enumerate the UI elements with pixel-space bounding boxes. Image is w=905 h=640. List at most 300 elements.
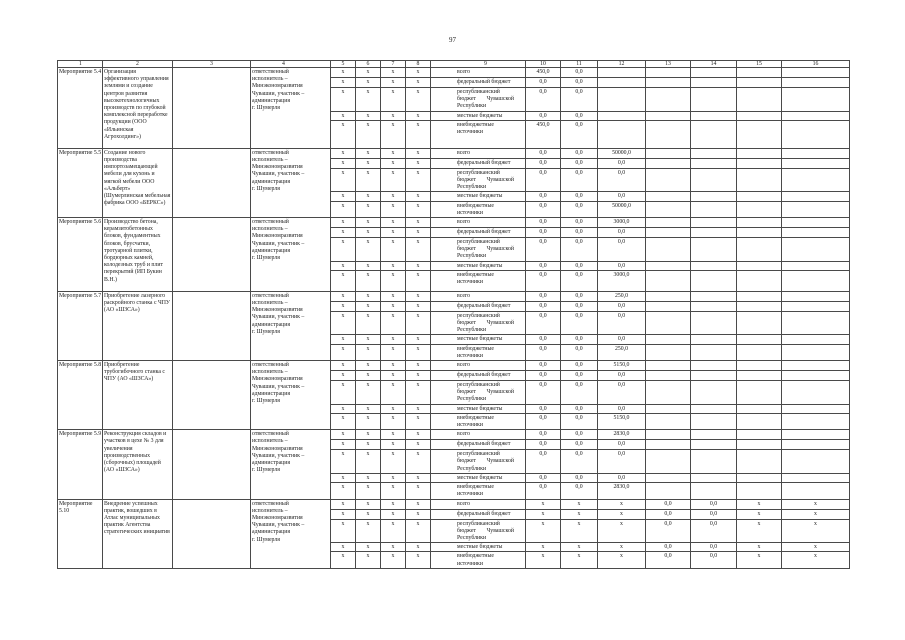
mark-cell: х — [331, 158, 356, 168]
amount-cell — [782, 218, 850, 228]
amount-cell — [782, 238, 850, 262]
funding-source: республиканский бюджет Чувашской Республики — [431, 450, 526, 474]
amount-cell — [737, 168, 782, 192]
event-description: Реконструкция складов и участков в цехе № 3 для увеличения производственных (сборочных) площадей (АО «ШЗСА») — [103, 430, 173, 499]
amount-cell — [782, 78, 850, 88]
amount-cell — [737, 238, 782, 262]
amount-cell — [691, 68, 737, 78]
mark-cell: х — [406, 440, 431, 450]
amount-cell — [691, 335, 737, 344]
amount-cell — [646, 450, 691, 474]
amount-cell — [646, 335, 691, 344]
amount-cell: х — [782, 552, 850, 568]
amount-cell: 0,0 — [561, 120, 598, 148]
amount-cell: 0,0 — [561, 371, 598, 381]
amount-cell — [737, 311, 782, 335]
column-number-9: 9 — [431, 61, 526, 68]
amount-cell — [691, 440, 737, 450]
amount-cell — [646, 430, 691, 440]
amount-cell — [646, 381, 691, 405]
mark-cell: х — [331, 543, 356, 552]
amount-cell: х — [526, 499, 561, 509]
mark-cell: х — [406, 158, 431, 168]
amount-cell: х — [598, 509, 646, 519]
mark-cell: х — [356, 483, 381, 499]
mark-cell: х — [356, 413, 381, 429]
empty-cell — [173, 148, 251, 217]
mark-cell: х — [356, 543, 381, 552]
mark-cell: х — [381, 381, 406, 405]
table-row — [58, 430, 850, 440]
amount-cell: 0,0 — [561, 192, 598, 201]
mark-cell: х — [381, 543, 406, 552]
amount-cell — [598, 68, 646, 78]
amount-cell — [646, 148, 691, 158]
mark-cell: х — [331, 201, 356, 217]
amount-cell — [737, 301, 782, 311]
amount-cell — [782, 440, 850, 450]
amount-cell — [691, 261, 737, 270]
amount-cell — [646, 404, 691, 413]
amount-cell — [737, 261, 782, 270]
event-label: Мероприятие 5.4 — [58, 68, 103, 149]
mark-cell: х — [356, 344, 381, 360]
amount-cell: х — [782, 499, 850, 509]
mark-cell: х — [381, 413, 406, 429]
amount-cell — [646, 440, 691, 450]
mark-cell: х — [356, 473, 381, 482]
amount-cell — [737, 404, 782, 413]
amount-cell — [691, 344, 737, 360]
amount-cell — [737, 361, 782, 371]
mark-cell: х — [406, 371, 431, 381]
amount-cell — [782, 270, 850, 291]
mark-cell: х — [381, 192, 406, 201]
amount-cell: 0,0 — [526, 228, 561, 238]
mark-cell: х — [356, 381, 381, 405]
mark-cell: х — [356, 148, 381, 158]
mark-cell: х — [356, 88, 381, 112]
mark-cell: х — [406, 509, 431, 519]
funding-source: местные бюджеты — [431, 473, 526, 482]
amount-cell: 0,0 — [526, 88, 561, 112]
table-body — [58, 68, 850, 569]
mark-cell: х — [406, 335, 431, 344]
amount-cell — [737, 88, 782, 112]
amount-cell — [782, 168, 850, 192]
amount-cell — [782, 335, 850, 344]
amount-cell — [691, 361, 737, 371]
amount-cell — [691, 301, 737, 311]
amount-cell: 0,0 — [598, 158, 646, 168]
amount-cell — [646, 218, 691, 228]
amount-cell: 0,0 — [526, 473, 561, 482]
event-label: Мероприятие 5.9 — [58, 430, 103, 499]
mark-cell: х — [356, 68, 381, 78]
mark-cell: х — [406, 430, 431, 440]
column-number-4: 4 — [251, 61, 331, 68]
amount-cell — [691, 111, 737, 120]
amount-cell — [646, 371, 691, 381]
table-row — [58, 218, 850, 228]
amount-cell: х — [526, 519, 561, 543]
amount-cell: 0,0 — [598, 311, 646, 335]
amount-cell: 0,0 — [526, 450, 561, 474]
mark-cell: х — [406, 361, 431, 371]
amount-cell — [691, 430, 737, 440]
amount-cell — [737, 413, 782, 429]
event-label: Мероприятие 5.6 — [58, 218, 103, 292]
amount-cell: 0,0 — [526, 311, 561, 335]
mark-cell: х — [406, 168, 431, 192]
amount-cell: 0,0 — [526, 192, 561, 201]
amount-cell — [737, 344, 782, 360]
amount-cell — [782, 413, 850, 429]
amount-cell: 0,0 — [526, 270, 561, 291]
amount-cell — [691, 192, 737, 201]
column-number-15: 15 — [737, 61, 782, 68]
amount-cell — [737, 473, 782, 482]
amount-cell: 0,0 — [561, 473, 598, 482]
amount-cell: 0,0 — [598, 440, 646, 450]
amount-cell: 0,0 — [526, 413, 561, 429]
amount-cell — [737, 228, 782, 238]
amount-cell — [691, 371, 737, 381]
column-number-3: 3 — [173, 61, 251, 68]
amount-cell: 0,0 — [646, 519, 691, 543]
amount-cell — [737, 201, 782, 217]
mark-cell: х — [331, 509, 356, 519]
amount-cell — [646, 88, 691, 112]
amount-cell: 0,0 — [526, 344, 561, 360]
amount-cell: х — [737, 552, 782, 568]
amount-cell — [737, 78, 782, 88]
amount-cell: 0,0 — [561, 78, 598, 88]
amount-cell — [646, 270, 691, 291]
mark-cell: х — [381, 440, 406, 450]
amount-cell — [782, 344, 850, 360]
mark-cell: х — [356, 270, 381, 291]
amount-cell: 0,0 — [598, 381, 646, 405]
amount-cell — [737, 291, 782, 301]
executor-cell: ответственный исполнитель – Минэкономразвития Чувашии, участник – администрация г. Шумерля — [251, 291, 331, 360]
amount-cell — [691, 218, 737, 228]
mark-cell: х — [331, 88, 356, 112]
amount-cell — [691, 381, 737, 405]
amount-cell: 0,0 — [598, 335, 646, 344]
amount-cell: х — [561, 519, 598, 543]
funding-source: республиканский бюджет Чувашской Республики — [431, 88, 526, 112]
mark-cell: х — [331, 311, 356, 335]
amount-cell: 3000,0 — [598, 270, 646, 291]
amount-cell: 0,0 — [526, 78, 561, 88]
empty-cell — [173, 68, 251, 149]
funding-source: внебюджетные источники — [431, 270, 526, 291]
amount-cell: 0,0 — [526, 168, 561, 192]
funding-source: местные бюджеты — [431, 404, 526, 413]
mark-cell: х — [381, 371, 406, 381]
event-label: Мероприятие 5.10 — [58, 499, 103, 568]
table-row — [58, 361, 850, 371]
amount-cell: 0,0 — [526, 218, 561, 228]
amount-cell: 250,0 — [598, 344, 646, 360]
mark-cell: х — [331, 413, 356, 429]
funding-source: местные бюджеты — [431, 335, 526, 344]
mark-cell: х — [406, 261, 431, 270]
amount-cell: х — [561, 499, 598, 509]
amount-cell — [691, 413, 737, 429]
mark-cell: х — [331, 552, 356, 568]
column-number-14: 14 — [691, 61, 737, 68]
funding-source: всего — [431, 499, 526, 509]
amount-cell — [646, 361, 691, 371]
amount-cell — [782, 381, 850, 405]
table-row — [58, 148, 850, 158]
column-number-11: 11 — [561, 61, 598, 68]
mark-cell: х — [406, 543, 431, 552]
funding-source: внебюджетные источники — [431, 413, 526, 429]
empty-cell — [173, 430, 251, 499]
mark-cell: х — [406, 404, 431, 413]
mark-cell: х — [331, 483, 356, 499]
amount-cell — [691, 120, 737, 148]
amount-cell — [646, 301, 691, 311]
empty-cell — [173, 499, 251, 568]
mark-cell: х — [356, 291, 381, 301]
mark-cell: х — [381, 201, 406, 217]
amount-cell: 0,0 — [598, 473, 646, 482]
amount-cell — [646, 238, 691, 262]
funding-source: федеральный бюджет — [431, 509, 526, 519]
amount-cell: 0,0 — [561, 404, 598, 413]
mark-cell: х — [331, 78, 356, 88]
amount-cell: 0,0 — [561, 238, 598, 262]
amount-cell: х — [737, 499, 782, 509]
amount-cell: х — [526, 552, 561, 568]
mark-cell: х — [331, 111, 356, 120]
amount-cell — [646, 111, 691, 120]
amount-cell — [646, 473, 691, 482]
amount-cell: 0,0 — [526, 483, 561, 499]
mark-cell: х — [406, 218, 431, 228]
mark-cell: х — [356, 509, 381, 519]
amount-cell — [691, 311, 737, 335]
amount-cell: 250,0 — [598, 291, 646, 301]
mark-cell: х — [331, 301, 356, 311]
mark-cell: х — [406, 291, 431, 301]
funding-source: республиканский бюджет Чувашской Республики — [431, 311, 526, 335]
amount-cell — [782, 228, 850, 238]
column-number-row — [58, 61, 850, 68]
amount-cell: 0,0 — [646, 552, 691, 568]
amount-cell: 0,0 — [646, 509, 691, 519]
mark-cell: х — [331, 68, 356, 78]
mark-cell: х — [331, 371, 356, 381]
amount-cell: 0,0 — [526, 361, 561, 371]
amount-cell: 0,0 — [526, 238, 561, 262]
amount-cell: 0,0 — [598, 192, 646, 201]
amount-cell — [782, 120, 850, 148]
funding-source: республиканский бюджет Чувашской Республики — [431, 519, 526, 543]
mark-cell: х — [356, 361, 381, 371]
amount-cell: 50000,0 — [598, 148, 646, 158]
executor-cell: ответственный исполнитель – Минэкономразвития Чувашии, участник – администрация г. Шумерля — [251, 68, 331, 149]
amount-cell: 3000,0 — [598, 218, 646, 228]
mark-cell: х — [331, 519, 356, 543]
mark-cell: х — [331, 228, 356, 238]
mark-cell: х — [381, 361, 406, 371]
amount-cell: 2830,0 — [598, 483, 646, 499]
amount-cell — [782, 291, 850, 301]
amount-cell — [737, 192, 782, 201]
mark-cell: х — [331, 361, 356, 371]
executor-cell: ответственный исполнитель – Минэкономразвития Чувашии, участник – администрация г. Шумерля — [251, 148, 331, 217]
mark-cell: х — [356, 261, 381, 270]
mark-cell: х — [406, 552, 431, 568]
executor-cell: ответственный исполнитель – Минэкономразвития Чувашии, участник – администрация г. Шумерля — [251, 361, 331, 430]
funding-source: федеральный бюджет — [431, 371, 526, 381]
mark-cell: х — [381, 311, 406, 335]
amount-cell: 0,0 — [561, 311, 598, 335]
event-label: Мероприятие 5.5 — [58, 148, 103, 217]
mark-cell: х — [356, 201, 381, 217]
amount-cell: 0,0 — [691, 509, 737, 519]
mark-cell: х — [331, 404, 356, 413]
funding-source: республиканский бюджет Чувашской Республики — [431, 238, 526, 262]
amount-cell — [691, 483, 737, 499]
executor-cell: ответственный исполнитель – Минэкономразвития Чувашии, участник – администрация г. Шумерля — [251, 218, 331, 292]
amount-cell — [782, 473, 850, 482]
column-number-13: 13 — [646, 61, 691, 68]
mark-cell: х — [331, 261, 356, 270]
mark-cell: х — [356, 78, 381, 88]
mark-cell: х — [381, 261, 406, 270]
mark-cell: х — [331, 381, 356, 405]
amount-cell: х — [782, 543, 850, 552]
funding-source: внебюджетные источники — [431, 201, 526, 217]
mark-cell: х — [331, 450, 356, 474]
mark-cell: х — [381, 473, 406, 482]
amount-cell: 0,0 — [561, 111, 598, 120]
amount-cell: 0,0 — [526, 158, 561, 168]
event-description: Создание нового производства импортозамещающей мебели для кухонь и мягкой мебели ООО «Альберт» (Шумерлинская мебельная фабрика ООО «БЕРКС») — [103, 148, 173, 217]
amount-cell: 0,0 — [526, 335, 561, 344]
amount-cell — [782, 158, 850, 168]
amount-cell — [782, 301, 850, 311]
mark-cell: х — [331, 168, 356, 192]
mark-cell: х — [356, 120, 381, 148]
mark-cell: х — [356, 311, 381, 335]
mark-cell: х — [381, 509, 406, 519]
funding-source: всего — [431, 148, 526, 158]
mark-cell: х — [356, 552, 381, 568]
amount-cell — [782, 404, 850, 413]
table-row — [58, 68, 850, 78]
amount-cell: 0,0 — [526, 430, 561, 440]
funding-source: федеральный бюджет — [431, 440, 526, 450]
amount-cell — [646, 192, 691, 201]
amount-cell: 0,0 — [646, 499, 691, 509]
amount-cell — [646, 413, 691, 429]
amount-cell: 0,0 — [526, 291, 561, 301]
amount-cell — [691, 270, 737, 291]
mark-cell: х — [356, 371, 381, 381]
amount-cell — [646, 120, 691, 148]
mark-cell: х — [356, 158, 381, 168]
mark-cell: х — [406, 499, 431, 509]
amount-cell: 5150,0 — [598, 413, 646, 429]
amount-cell — [691, 473, 737, 482]
amount-cell — [782, 68, 850, 78]
amount-cell: 0,0 — [561, 483, 598, 499]
mark-cell: х — [381, 301, 406, 311]
funding-source: местные бюджеты — [431, 111, 526, 120]
amount-cell — [646, 228, 691, 238]
amount-cell: 0,0 — [598, 371, 646, 381]
amount-cell: х — [561, 543, 598, 552]
mark-cell: х — [406, 450, 431, 474]
mark-cell: х — [381, 120, 406, 148]
event-label: Мероприятие 5.7 — [58, 291, 103, 360]
amount-cell — [646, 261, 691, 270]
empty-cell — [173, 291, 251, 360]
amount-cell: 0,0 — [561, 335, 598, 344]
amount-cell: х — [782, 509, 850, 519]
mark-cell: х — [381, 158, 406, 168]
amount-cell — [737, 381, 782, 405]
event-description: Организация эффективного управления землями и создание центров развития высокотехнологичных производств по глубокой комплексной переработке продукции (ООО «Ильинская Агрохолдинг») — [103, 68, 173, 149]
amount-cell — [782, 88, 850, 112]
amount-cell — [646, 168, 691, 192]
funding-source: всего — [431, 218, 526, 228]
amount-cell — [782, 261, 850, 270]
amount-cell: 0,0 — [526, 148, 561, 158]
funding-source: федеральный бюджет — [431, 301, 526, 311]
funding-source: всего — [431, 430, 526, 440]
mark-cell: х — [381, 88, 406, 112]
executor-cell: ответственный исполнитель – Минэкономразвития Чувашии, участник – администрация г. Шумерля — [251, 499, 331, 568]
mark-cell: х — [406, 201, 431, 217]
mark-cell: х — [331, 499, 356, 509]
mark-cell: х — [331, 148, 356, 158]
amount-cell: 0,0 — [526, 371, 561, 381]
amount-cell — [782, 192, 850, 201]
amount-cell — [691, 238, 737, 262]
mark-cell: х — [356, 218, 381, 228]
event-description: Приобретение лазерного раскройного станка с ЧПУ (АО «ШЗСА») — [103, 291, 173, 360]
executor-cell: ответственный исполнитель – Минэкономразвития Чувашии, участник – администрация г. Шумерля — [251, 430, 331, 499]
amount-cell: х — [598, 519, 646, 543]
amount-cell: 2830,0 — [598, 430, 646, 440]
mark-cell: х — [381, 430, 406, 440]
mark-cell: х — [381, 148, 406, 158]
amount-cell: х — [737, 519, 782, 543]
amount-cell: 0,0 — [691, 552, 737, 568]
amount-cell: 0,0 — [691, 499, 737, 509]
amount-cell — [782, 361, 850, 371]
budget-table — [57, 60, 850, 569]
amount-cell — [737, 111, 782, 120]
amount-cell — [737, 120, 782, 148]
amount-cell: 5150,0 — [598, 361, 646, 371]
amount-cell — [782, 483, 850, 499]
amount-cell — [691, 291, 737, 301]
funding-source: республиканский бюджет Чувашской Республики — [431, 381, 526, 405]
amount-cell — [737, 483, 782, 499]
amount-cell — [691, 201, 737, 217]
mark-cell: х — [381, 270, 406, 291]
amount-cell: 0,0 — [561, 413, 598, 429]
